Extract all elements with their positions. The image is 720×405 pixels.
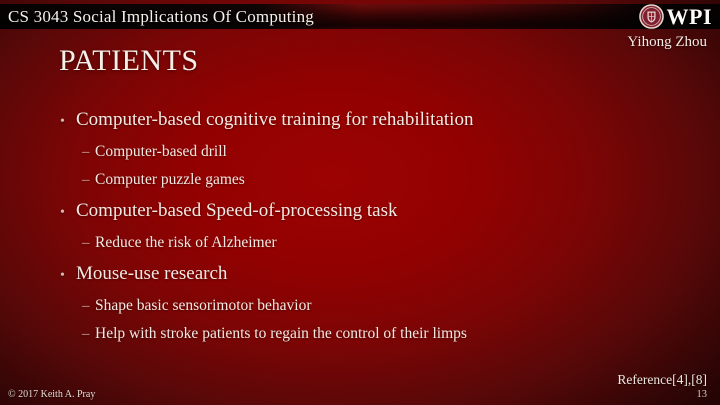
- dash-icon: –: [82, 235, 90, 251]
- header-banner: [0, 4, 720, 29]
- dash-icon: –: [82, 298, 90, 314]
- author-name: Yihong Zhou: [627, 34, 707, 50]
- dash-icon: –: [82, 144, 90, 160]
- bullet-dot-icon: •: [60, 205, 65, 220]
- sub-bullet-text: Computer-based drill: [95, 143, 227, 160]
- sub-bullet-item: [60, 233, 690, 253]
- bullet-dot-icon: •: [60, 268, 65, 283]
- wpi-logo: [639, 3, 713, 30]
- slide-number: 13: [696, 389, 707, 400]
- reference-text: Reference[4],[8]: [617, 372, 707, 387]
- sub-bullet-text: Reduce the risk of Alzheimer: [95, 234, 277, 251]
- dash-icon: –: [82, 172, 90, 188]
- wpi-seal-icon: [639, 4, 664, 29]
- sub-bullet-text: Shape basic sensorimotor behavior: [95, 297, 312, 314]
- course-title: CS 3043 Social Implications Of Computing: [8, 7, 314, 26]
- sub-bullet-item: [60, 142, 690, 162]
- sub-bullet-item: [60, 296, 690, 316]
- bullet-text: Computer-based Speed-of-processing task: [76, 200, 398, 221]
- bullet-item: [60, 108, 690, 134]
- sub-bullet-text: Computer puzzle games: [95, 171, 245, 188]
- wpi-logo-text: WPI: [666, 4, 712, 29]
- copyright-text: © 2017 Keith A. Pray: [8, 389, 96, 400]
- bullet-item: [60, 199, 690, 225]
- sub-bullet-item: [60, 324, 690, 344]
- bullet-text: Mouse-use research: [76, 263, 228, 284]
- sub-bullet-text: Help with stroke patients to regain the control of their limps: [95, 325, 467, 342]
- bullet-text: Computer-based cognitive training for rehabilitation: [76, 109, 474, 130]
- bullet-dot-icon: •: [60, 114, 65, 129]
- bullet-item: [60, 262, 690, 288]
- dash-icon: –: [82, 326, 90, 342]
- sub-bullet-item: [60, 170, 690, 190]
- bullet-list: [60, 108, 690, 344]
- slide-title: PATIENTS: [59, 44, 199, 77]
